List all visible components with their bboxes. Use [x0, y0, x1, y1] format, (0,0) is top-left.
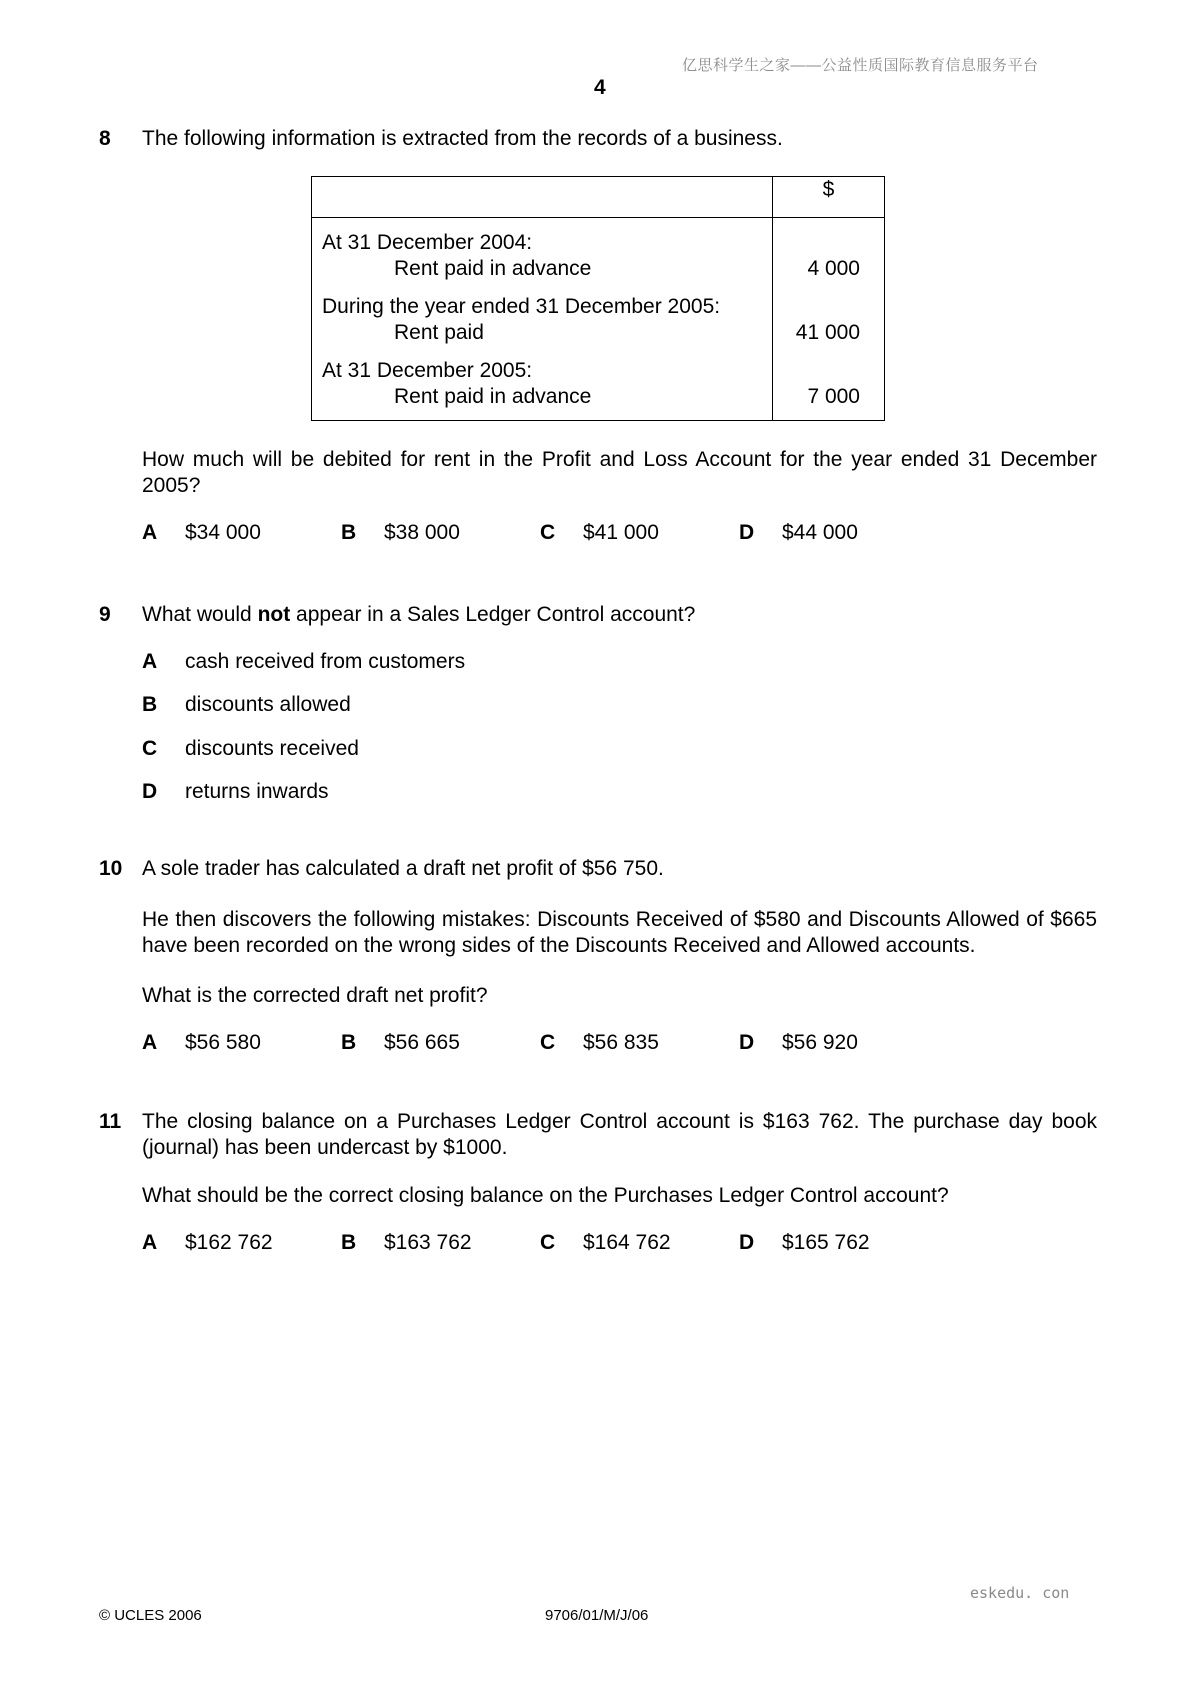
- stem-part: What would: [142, 603, 258, 626]
- question-10-paragraph: He then discovers the following mistakes: Discounts Received of $580 and Discounts Allowed of $665 have been recorded on the wrong sides of the Discounts Received and Allowed accounts.: [142, 908, 1097, 957]
- option-text: $56 920: [782, 1031, 858, 1054]
- table-row-label: Rent paid in advance: [394, 385, 592, 408]
- option-letter: A: [142, 650, 158, 673]
- question-8-text: How much will be debited for rent in the Profit and Loss Account for the year ended 31 December 2005?: [142, 448, 1097, 497]
- question-8-stem: The following information is extracted from the records of a business.: [142, 127, 783, 150]
- option-text: returns inwards: [185, 780, 329, 803]
- stem-part: appear in a Sales Ledger Control account?: [290, 603, 696, 626]
- option-letter: C: [540, 1031, 556, 1054]
- header-watermark: 亿思科学生之家——公益性质国际教育信息服务平台: [682, 57, 1039, 74]
- question-11-stem: The closing balance on a Purchases Ledger Control account is $163 762. The purchase day book (journal) has been undercast by $1000.: [142, 1110, 1097, 1159]
- option-letter: C: [540, 1231, 556, 1254]
- option-letter: B: [341, 1231, 357, 1254]
- option-text: $44 000: [782, 521, 858, 544]
- option-letter: D: [739, 1231, 755, 1254]
- table-row-value: 4 000: [807, 257, 860, 280]
- option-letter: A: [142, 1031, 158, 1054]
- option-text: discounts allowed: [185, 693, 351, 716]
- table-row-heading: At 31 December 2005:: [322, 359, 533, 382]
- question-number-8: 8: [99, 127, 111, 150]
- option-text: $162 762: [185, 1231, 273, 1254]
- footer-paper-code: 9706/01/M/J/06: [545, 1607, 649, 1624]
- option-letter: A: [142, 521, 158, 544]
- option-text: $56 580: [185, 1031, 261, 1054]
- question-number-9: 9: [99, 603, 111, 626]
- option-text: $163 762: [384, 1231, 472, 1254]
- option-letter: B: [341, 1031, 357, 1054]
- option-text: cash received from customers: [185, 650, 466, 673]
- question-10-text: What is the corrected draft net profit?: [142, 984, 488, 1007]
- stem-emphasis: not: [257, 603, 291, 626]
- question-11-text: What should be the correct closing balance on the Purchases Ledger Control account?: [142, 1184, 949, 1207]
- question-number-10: 10: [99, 857, 123, 880]
- option-text: $34 000: [185, 521, 261, 544]
- table-row-value: 41 000: [795, 321, 860, 344]
- table-row-label: Rent paid: [394, 321, 484, 344]
- question-10-stem: A sole trader has calculated a draft net profit of $56 750.: [142, 857, 664, 880]
- option-text: $164 762: [583, 1231, 671, 1254]
- question-9-stem: [142, 602, 695, 628]
- option-letter: C: [142, 737, 158, 760]
- table-row-heading: During the year ended 31 December 2005:: [322, 295, 721, 318]
- currency-header: $: [773, 177, 885, 218]
- option-text: $56 835: [583, 1031, 659, 1054]
- option-text: discounts received: [185, 737, 359, 760]
- option-letter: B: [341, 521, 357, 544]
- option-text: $41 000: [583, 521, 659, 544]
- rent-information-table: [311, 176, 885, 421]
- table-header-blank: [312, 177, 773, 218]
- footer-copyright: © UCLES 2006: [99, 1607, 202, 1624]
- option-letter: D: [739, 1031, 755, 1054]
- footer-watermark: eskedu. con: [970, 1584, 1070, 1602]
- table-row-label: Rent paid in advance: [394, 257, 592, 280]
- table-row-value: 7 000: [807, 385, 860, 408]
- option-letter: C: [540, 521, 556, 544]
- option-text: $38 000: [384, 521, 460, 544]
- option-letter: A: [142, 1231, 158, 1254]
- option-letter: D: [739, 521, 755, 544]
- question-number-11: 11: [99, 1110, 122, 1133]
- table-row-heading: At 31 December 2004:: [322, 231, 533, 254]
- option-text: $165 762: [782, 1231, 870, 1254]
- option-text: $56 665: [384, 1031, 460, 1054]
- option-letter: D: [142, 780, 158, 803]
- option-letter: B: [142, 693, 158, 716]
- page-number: 4: [594, 76, 606, 99]
